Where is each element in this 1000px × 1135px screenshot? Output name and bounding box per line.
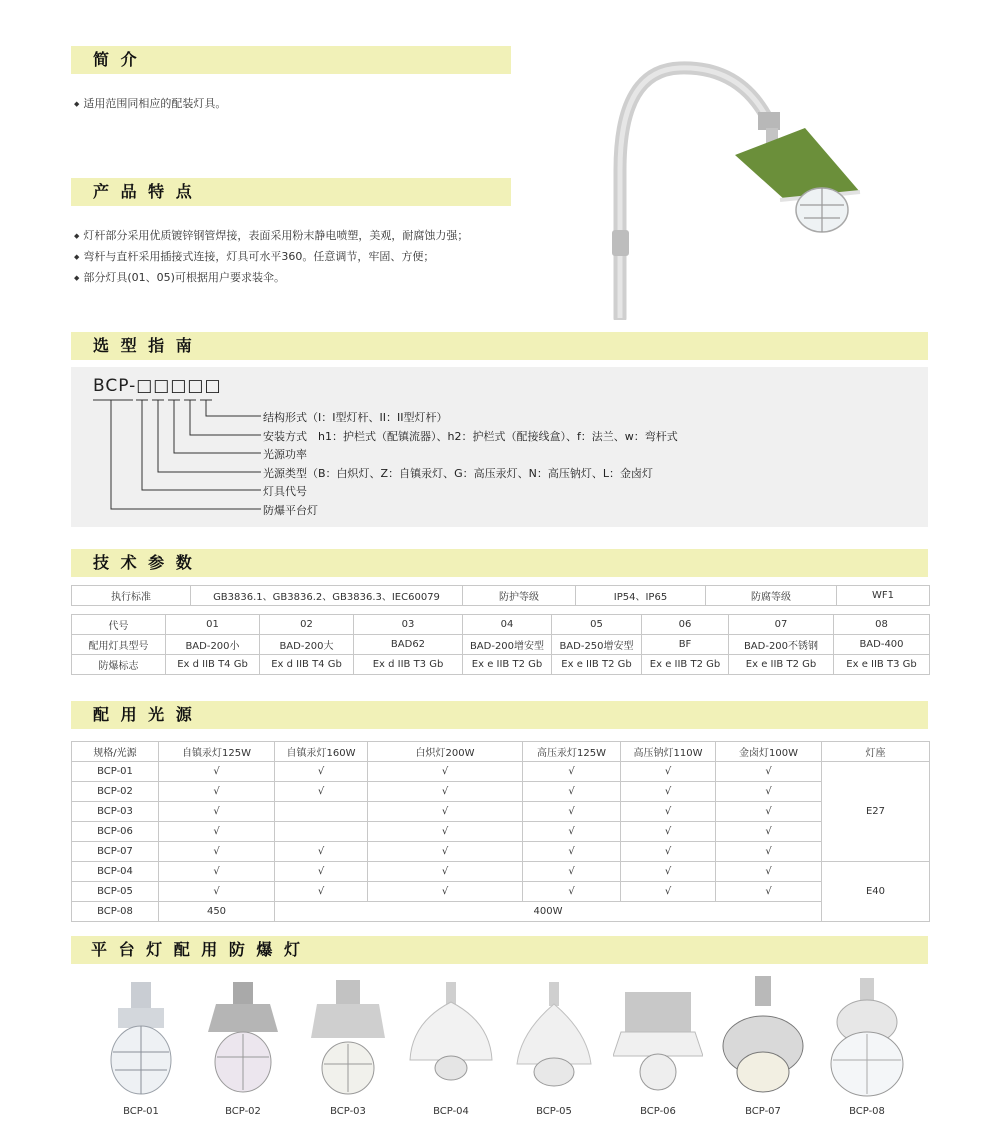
table-cell: √ xyxy=(368,802,523,822)
light-source-table xyxy=(71,741,930,922)
section-header-light: 配 用 光 源 xyxy=(71,701,928,729)
lamp-label: BCP-02 xyxy=(225,1106,261,1117)
table-cell: IP54、IP65 xyxy=(576,586,706,606)
standards-table xyxy=(71,585,930,606)
table-cell: √ xyxy=(159,822,275,842)
table-row xyxy=(72,742,930,762)
table-cell: BCP-01 xyxy=(72,762,159,782)
table-cell: WF1 xyxy=(837,586,930,606)
table-cell: BAD-200增安型 xyxy=(463,635,552,655)
table-cell: GB3836.1、GB3836.2、GB3836.3、IEC60079 xyxy=(191,586,463,606)
table-cell: Ex d IIB T4 Gb xyxy=(260,655,354,675)
table-cell: BCP-06 xyxy=(72,822,159,842)
table-cell: 06 xyxy=(642,615,729,635)
lamp-label: BCP-03 xyxy=(330,1106,366,1117)
table-cell: √ xyxy=(159,762,275,782)
table-cell: 灯座 xyxy=(822,742,930,762)
guide-label: 结构形式（I：I型灯杆、II：II型灯杆） xyxy=(263,411,448,424)
table-row xyxy=(72,762,930,782)
table-cell: √ xyxy=(621,762,716,782)
lamp-image xyxy=(613,972,703,1100)
table-cell: BCP-07 xyxy=(72,842,159,862)
table-row xyxy=(72,842,930,862)
table-cell: BAD-200小 xyxy=(166,635,260,655)
table-cell: √ xyxy=(523,782,621,802)
table-cell: BF xyxy=(642,635,729,655)
table-cell: √ xyxy=(275,862,368,882)
table-cell: √ xyxy=(368,782,523,802)
table-cell: BAD62 xyxy=(354,635,463,655)
table-cell: 08 xyxy=(834,615,930,635)
lamp-post-image xyxy=(600,50,880,320)
table-cell: 01 xyxy=(166,615,260,635)
table-cell: √ xyxy=(621,842,716,862)
table-cell: BAD-400 xyxy=(834,635,930,655)
table-cell: 自镇汞灯160W xyxy=(275,742,368,762)
table-cell: 自镇汞灯125W xyxy=(159,742,275,762)
table-cell: Ex e IIB T2 Gb xyxy=(552,655,642,675)
table-cell: √ xyxy=(368,882,523,902)
table-row xyxy=(72,655,930,675)
selection-guide xyxy=(71,367,928,527)
table-cell: 02 xyxy=(260,615,354,635)
feature-bullets xyxy=(74,226,468,289)
lamp-label: BCP-06 xyxy=(640,1106,676,1117)
table-cell: √ xyxy=(621,822,716,842)
table-row xyxy=(72,802,930,822)
table-cell: 防爆标志 xyxy=(72,655,166,675)
guide-connector-lines xyxy=(71,367,271,527)
table-cell: 防护等级 xyxy=(463,586,576,606)
section-header-tech: 技 术 参 数 xyxy=(71,549,928,577)
table-cell: 04 xyxy=(463,615,552,635)
table-cell: 高压钠灯110W xyxy=(621,742,716,762)
table-cell: √ xyxy=(275,882,368,902)
table-cell: 高压汞灯125W xyxy=(523,742,621,762)
tech-params-table xyxy=(71,614,930,675)
section-header-guide: 选 型 指 南 xyxy=(71,332,928,360)
table-cell: Ex e IIB T2 Gb xyxy=(642,655,729,675)
table-cell: BCP-05 xyxy=(72,882,159,902)
table-cell: 执行标准 xyxy=(72,586,191,606)
lamp-label: BCP-07 xyxy=(745,1106,781,1117)
table-row xyxy=(72,635,930,655)
table-cell: 代号 xyxy=(72,615,166,635)
table-cell: 配用灯具型号 xyxy=(72,635,166,655)
lamp-image xyxy=(96,972,186,1100)
model-code: BCP-□□□□□ xyxy=(93,376,222,396)
table-cell: √ xyxy=(716,762,822,782)
table-cell: √ xyxy=(716,842,822,862)
section-header-features: 产 品 特 点 xyxy=(71,178,511,206)
table-cell: √ xyxy=(523,842,621,862)
table-cell: BAD-200大 xyxy=(260,635,354,655)
table-cell: 金卤灯100W xyxy=(716,742,822,762)
table-cell: √ xyxy=(716,882,822,902)
lamp-label: BCP-04 xyxy=(433,1106,469,1117)
socket-cell: E27 xyxy=(822,762,930,862)
table-row xyxy=(72,902,930,922)
table-cell: √ xyxy=(716,822,822,842)
table-cell: √ xyxy=(621,782,716,802)
table-cell xyxy=(275,822,368,842)
table-cell xyxy=(275,802,368,822)
guide-label: 光源功率 xyxy=(263,448,307,461)
table-row xyxy=(72,882,930,902)
table-cell: Ex e IIB T3 Gb xyxy=(834,655,930,675)
table-cell: √ xyxy=(523,862,621,882)
table-cell: Ex e IIB T2 Gb xyxy=(729,655,834,675)
table-cell: 07 xyxy=(729,615,834,635)
table-row xyxy=(72,586,930,606)
table-cell: √ xyxy=(159,882,275,902)
table-cell: 防腐等级 xyxy=(706,586,837,606)
lamp-image xyxy=(509,972,599,1100)
table-cell: √ xyxy=(621,882,716,902)
table-row xyxy=(72,782,930,802)
lamp-image xyxy=(718,972,808,1100)
table-cell: √ xyxy=(159,802,275,822)
table-cell: √ xyxy=(621,802,716,822)
lamp-image xyxy=(822,972,912,1100)
table-row xyxy=(72,822,930,842)
table-cell: BCP-02 xyxy=(72,782,159,802)
table-cell: BAD-250增安型 xyxy=(552,635,642,655)
table-cell: 规格/光源 xyxy=(72,742,159,762)
table-cell: √ xyxy=(368,862,523,882)
table-cell: √ xyxy=(368,762,523,782)
table-cell: √ xyxy=(716,802,822,822)
table-cell: 05 xyxy=(552,615,642,635)
lamp-image xyxy=(303,972,393,1100)
table-cell: √ xyxy=(275,782,368,802)
table-cell: BCP-03 xyxy=(72,802,159,822)
table-cell: 400W xyxy=(275,902,822,922)
intro-bullets xyxy=(74,94,226,115)
table-row xyxy=(72,862,930,882)
feature-bullet: ◆ 灯杆部分采用优质镀锌钢管焊接，表面采用粉末静电喷塑，美观，耐腐蚀力强； xyxy=(74,226,468,247)
guide-label: 灯具代号 xyxy=(263,485,307,498)
section-header-platform: 平 台 灯 配 用 防 爆 灯 xyxy=(71,936,928,964)
table-row xyxy=(72,615,930,635)
table-cell: √ xyxy=(716,782,822,802)
section-header-intro: 简 介 xyxy=(71,46,511,74)
intro-bullet: ◆ 适用范围同相应的配装灯具。 xyxy=(74,94,226,115)
table-cell: 03 xyxy=(354,615,463,635)
guide-label: 光源类型（B：白炽灯、Z：自镇汞灯、G：高压汞灯、N：高压钠灯、L：金卤灯 xyxy=(263,467,653,480)
table-cell: BCP-04 xyxy=(72,862,159,882)
guide-label: 防爆平台灯 xyxy=(263,504,318,517)
table-cell: √ xyxy=(621,862,716,882)
lamp-label: BCP-08 xyxy=(849,1106,885,1117)
table-cell: √ xyxy=(275,762,368,782)
lamp-label: BCP-05 xyxy=(536,1106,572,1117)
feature-bullet: ◆ 弯杆与直杆采用插接式连接，灯具可水平360。任意调节，牢固、方便； xyxy=(74,247,468,268)
table-cell: √ xyxy=(159,782,275,802)
table-cell: √ xyxy=(523,762,621,782)
table-cell: Ex d IIB T4 Gb xyxy=(166,655,260,675)
table-cell: √ xyxy=(159,862,275,882)
socket-cell: E40 xyxy=(822,862,930,922)
table-cell: √ xyxy=(523,822,621,842)
table-cell: BAD-200不锈钢 xyxy=(729,635,834,655)
table-cell: √ xyxy=(523,882,621,902)
guide-label: 安装方式 h1：护栏式（配镇流器）、h2：护栏式（配接线盒）、f：法兰、w：弯杆式 xyxy=(263,430,678,443)
feature-bullet: ◆ 部分灯具(01、05)可根据用户要求装伞。 xyxy=(74,268,468,289)
lamp-label: BCP-01 xyxy=(123,1106,159,1117)
table-cell: √ xyxy=(716,862,822,882)
lamp-image xyxy=(198,972,288,1100)
lamp-image xyxy=(406,972,496,1100)
table-cell: 白炽灯200W xyxy=(368,742,523,762)
table-cell: Ex d IIB T3 Gb xyxy=(354,655,463,675)
table-cell: √ xyxy=(523,802,621,822)
table-cell: √ xyxy=(275,842,368,862)
table-cell: √ xyxy=(159,842,275,862)
table-cell: √ xyxy=(368,842,523,862)
table-cell: 450 xyxy=(159,902,275,922)
table-cell: BCP-08 xyxy=(72,902,159,922)
table-cell: √ xyxy=(368,822,523,842)
table-cell: Ex e IIB T2 Gb xyxy=(463,655,552,675)
